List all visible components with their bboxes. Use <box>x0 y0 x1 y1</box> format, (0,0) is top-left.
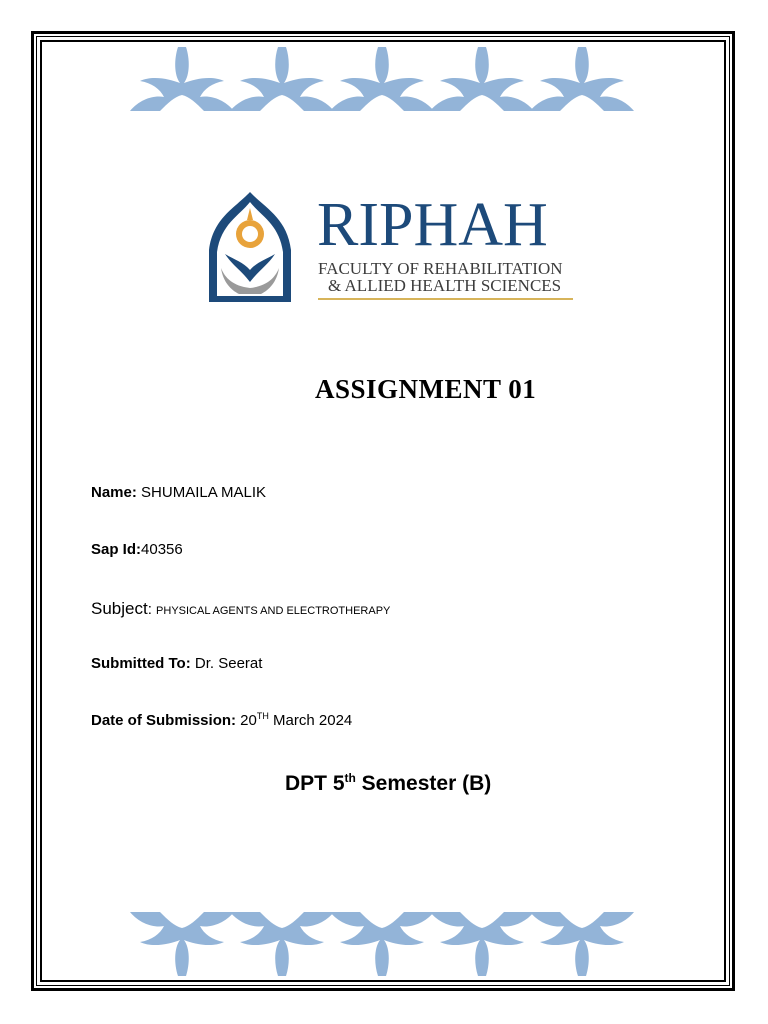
submission-date-suffix: TH <box>256 711 269 721</box>
submitted-to-label: Submitted To: <box>91 655 191 672</box>
logo-underline <box>318 298 573 300</box>
logo-wordmark: RIPHAH <box>317 191 548 259</box>
subject-label: Subject <box>91 599 148 618</box>
semester-rest: Semester (B) <box>355 772 492 795</box>
submitted-to-field <box>91 655 262 672</box>
page-border-inner <box>40 40 726 982</box>
name-field <box>91 484 266 501</box>
semester-heading <box>285 772 491 796</box>
sap-id-value: 40356 <box>141 541 183 558</box>
subject-value: PHYSICAL AGENTS AND ELECTROTHERAPY <box>156 605 391 617</box>
assignment-title: ASSIGNMENT 01 <box>315 374 537 404</box>
name-value: SHUMAILA MALIK <box>136 484 267 501</box>
submission-date-rest: March 2024 <box>268 712 353 729</box>
submission-date-label: Date of Submission: <box>91 712 237 729</box>
ornament-bottom <box>130 908 640 978</box>
submitted-to-value: Dr. Seerat <box>190 655 263 672</box>
semester-suffix: th <box>344 771 356 785</box>
riphah-logo <box>205 190 575 310</box>
riphah-emblem-icon <box>205 190 295 305</box>
sap-id-field <box>91 541 183 558</box>
name-label: Name: <box>91 484 137 501</box>
logo-faculty-line: FACULTY OF REHABILITATION <box>318 259 563 278</box>
submission-date-day: 20 <box>236 712 257 729</box>
submission-date-field <box>91 712 352 729</box>
semester-prefix: DPT 5 <box>285 772 345 795</box>
logo-sciences-line: & ALLIED HEALTH SCIENCES <box>328 276 562 295</box>
sap-id-label: Sap Id: <box>91 541 142 558</box>
subject-colon: : <box>147 601 157 618</box>
ornament-top <box>130 45 640 115</box>
subject-field <box>91 599 390 619</box>
